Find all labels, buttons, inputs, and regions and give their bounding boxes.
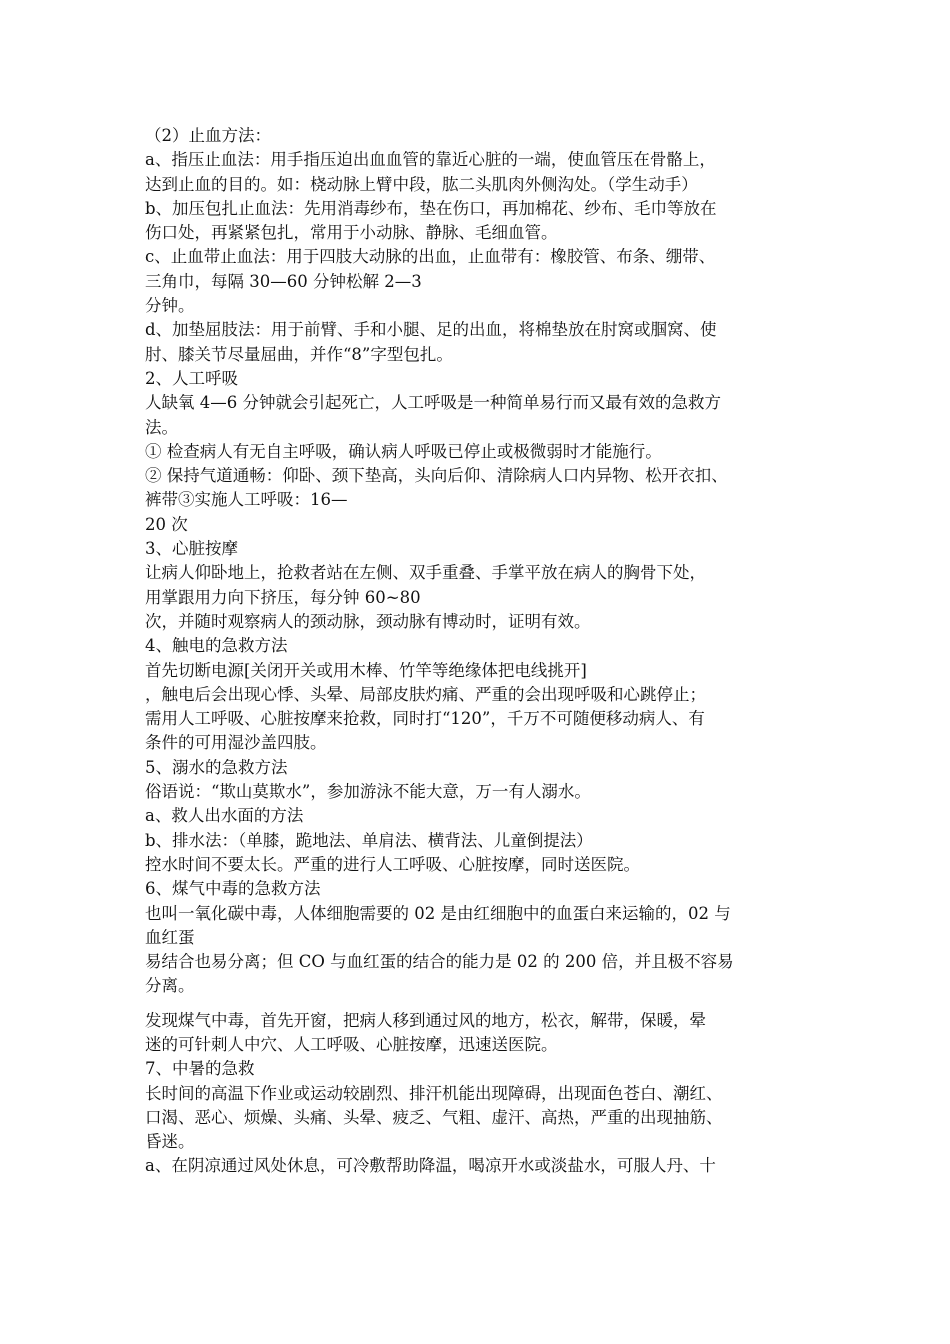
text-line: 人缺氧 4—6 分钟就会引起死亡，人工呼吸是一种简单易行而又最有效的急救方: [145, 393, 721, 413]
text-line: 三角巾，每隔 30—60 分钟松解 2—3: [145, 271, 422, 291]
section-heading: 4、触电的急救方法: [145, 636, 288, 656]
text-line: 分离。: [145, 976, 195, 996]
text-line: 肘、膝关节尽量屈曲，并作“8”字型包扎。: [145, 344, 453, 364]
text-line: d、加垫屈肢法：用于前臂、手和小腿、足的出血，将棉垫放在肘窝或腘窝、使: [145, 320, 717, 340]
text-line: ② 保持气道通畅：仰卧、颈下垫高，头向后仰、清除病人口内异物、松开衣扣、: [145, 466, 728, 486]
text-line: 分钟。: [145, 296, 195, 316]
text-line: 发现煤气中毒，首先开窗，把病人移到通过风的地方，松衣，解带，保暖，晕: [145, 1010, 706, 1030]
text-line: 伤口处，再紧紧包扎，常用于小动脉、静脉、毛细血管。: [145, 223, 558, 243]
text-line: 需用人工呼吸、心脏按摩来抢救，同时打“120”，千万不可随便移动病人、有: [145, 709, 705, 729]
text-line: 条件的可用湿沙盖四肢。: [145, 733, 327, 753]
section-heading: 3、心脏按摩: [145, 539, 238, 559]
paragraph-gap: [145, 999, 820, 1009]
text-line: 让病人仰卧地上，抢救者站在左侧、双手重叠、手掌平放在病人的胸骨下处，: [145, 563, 706, 583]
section-heading: 7、中暑的急救: [145, 1059, 255, 1079]
document-body: [145, 124, 820, 1179]
section-heading: 6、煤气中毒的急救方法: [145, 879, 321, 899]
text-line: （2）止血方法：: [145, 126, 271, 145]
text-line: 易结合也易分离；但 CO 与血红蛋的结合的能力是 02 的 200 倍，并且极不容易: [145, 952, 734, 972]
text-line: a、救人出水面的方法: [145, 806, 304, 826]
text-line: 也叫一氧化碳中毒，人体细胞需要的 02 是由红细胞中的血蛋白来运输的，02 与: [145, 903, 731, 923]
text-line: 长时间的高温下作业或运动较剧烈、排汗机能出现障碍，出现面色苍白、潮红、: [145, 1083, 723, 1103]
text-line: 昏迷。: [145, 1132, 195, 1152]
text-line: a、在阴凉通过风处休息，可冷敷帮助降温，喝凉开水或淡盐水，可服人丹、十: [145, 1156, 716, 1176]
text-line: 用掌跟用力向下挤压，每分钟 60~80: [145, 587, 421, 607]
text-line: 20 次: [145, 514, 188, 534]
text-line: 控水时间不要太长。严重的进行人工呼吸、心脏按摩，同时送医院。: [145, 854, 640, 874]
text-line: 口渴、恶心、烦燥、头痛、头晕、疲乏、气粗、虚汗、高热，严重的出现抽筋、: [145, 1107, 723, 1127]
text-line: b、排水法：（单膝，跪地法、单肩法、横背法、儿童倒提法）: [145, 830, 593, 850]
text-line: 血红蛋: [145, 927, 195, 947]
text-line: c、止血带止血法：用于四肢大动脉的出血，止血带有：橡胶管、布条、绷带、: [145, 247, 716, 267]
section-heading: 2、人工呼吸: [145, 368, 238, 388]
text-line: 裤带③实施人工呼吸：16—: [145, 490, 348, 510]
section-heading: 5、溺水的急救方法: [145, 757, 288, 777]
text-line: 迷的可针刺人中穴、人工呼吸、心脏按摩，迅速送医院。: [145, 1034, 558, 1054]
text-line: ，触电后会出现心悸、头晕、局部皮肤灼痛、严重的会出现呼吸和心跳停止；: [145, 684, 706, 704]
text-line: 首先切断电源[关闭开关或用木棒、竹竿等绝缘体把电线挑开]: [145, 660, 587, 680]
text-line: 法。: [145, 417, 178, 437]
text-line: 次，并随时观察病人的颈动脉，颈动脉有博动时，证明有效。: [145, 611, 591, 631]
text-line: b、加压包扎止血法：先用消毒纱布，垫在伤口，再加棉花、纱布、毛巾等放在: [145, 198, 717, 218]
text-line: a、指压止血法：用手指压迫出血血管的靠近心脏的一端，使血管压在骨骼上，: [145, 150, 716, 170]
text-line: ① 检查病人有无自主呼吸，确认病人呼吸已停止或极微弱时才能施行。: [145, 441, 662, 461]
text-line: 俗语说：“欺山莫欺水”，参加游泳不能大意，万一有人溺水。: [145, 782, 591, 802]
text-line: 达到止血的目的。如：桡动脉上臂中段，肱二头肌肉外侧沟处。（学生动手）: [145, 174, 698, 194]
